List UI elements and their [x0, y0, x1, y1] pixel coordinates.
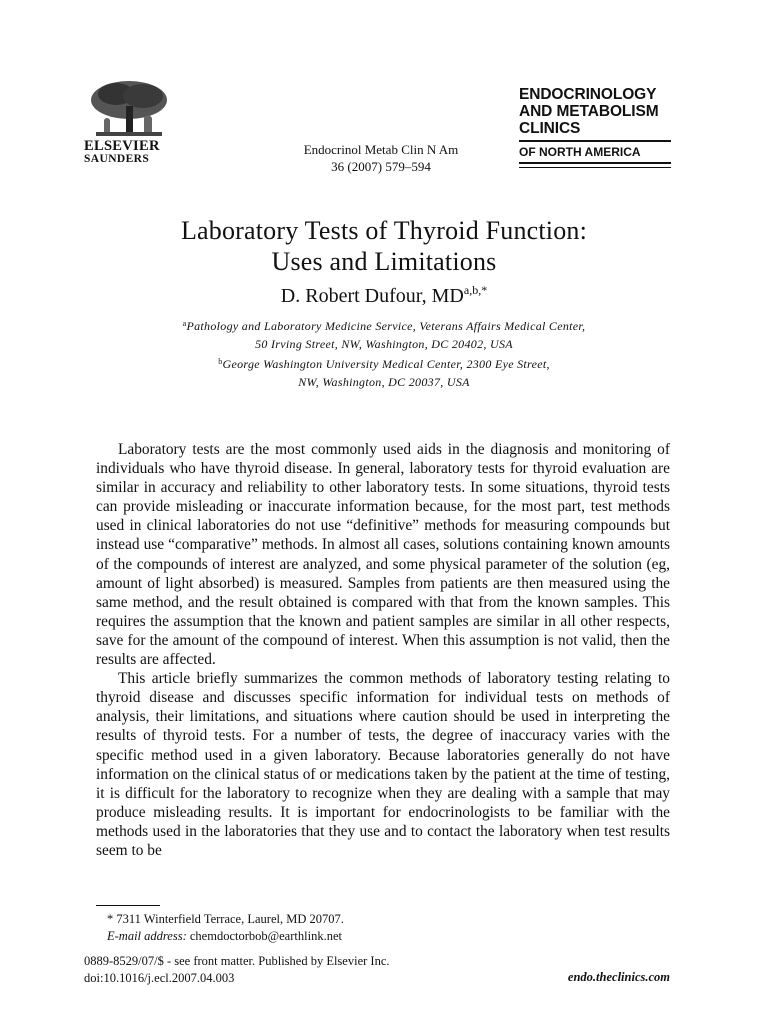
author-line — [0, 283, 768, 308]
publisher-logo — [84, 78, 176, 165]
footnote — [107, 911, 344, 945]
footer-issn: 0889-8529/07/$ - see front matter. Published by Elsevier Inc. — [84, 954, 390, 968]
body-paragraph-2: This article briefly summarizes the common methods of laboratory testing relating to thyroid disease and discusses specific information for individual tests on methods of analysis, their limitations, and situations where caution should be used in interpreting the results of thyroid tests. For a number of tests, the degree of inaccuracy varies with the specific method used in a given laboratory. Because laboratories generally do not have information on the clinical status of or medications taken by the patient at the time of testing, it is difficult for the laboratory to recognize when they are dealing with a sample that may produce misleading results. It is important for endocrinologists to be familiar with the methods used in the laboratories that they use and to contact the laboratory when test results seem to be — [96, 670, 670, 859]
journal-logo-subtitle: OF NORTH AMERICA — [519, 140, 671, 164]
journal-logo-line-2: AND METABOLISM — [519, 103, 659, 120]
author-name: D. Robert Dufour, MD — [280, 285, 464, 307]
footer-site[interactable]: endo.theclinics.com — [567, 970, 670, 984]
body-paragraph-1: Laboratory tests are the most commonly used aids in the diagnosis and monitoring of individuals who have thyroid disease. In general, laboratory tests for thyroid evaluation are similar in accuracy and reliability to other laboratory tests. In some situations, thyroid tests can provide misleading or inaccurate information because, for the most part, test methods used in clinical laboratories do not use “definitive” methods for measuring compounds but instead use “comparative” methods. In almost all cases, solutions containing known amounts of the compounds of interest are analyzed, and some physical parameter of the solution (eg, amount of light absorbed) is measured. Samples from patients are then measured using the same method, and the result obtained is compared with that from the known samples. This requires the assumption that the known and patient samples are similar in all other respects, save for the amount of the compound of interest. When this assumption is not valid, then the results are affected. — [96, 441, 670, 669]
article-title — [60, 215, 708, 277]
article-body — [96, 440, 670, 860]
elsevier-tree-icon — [86, 78, 172, 138]
affiliations — [100, 315, 668, 391]
citation-journal: Endocrinol Metab Clin N Am — [303, 142, 459, 157]
affil-b-line-2: NW, Washington, DC 20037, USA — [298, 374, 470, 389]
footnote-address: * 7311 Winterfield Terrace, Laurel, MD 20707. — [107, 912, 344, 926]
journal-logo-rule — [519, 167, 671, 168]
affil-a-line-1: Pathology and Laboratory Medicine Service, Veterans Affairs Medical Center, — [186, 319, 586, 333]
affil-b-line-1: George Washington University Medical Center, 2300 Eye Street, — [222, 357, 550, 371]
journal-logo — [519, 86, 671, 168]
footer-doi[interactable]: doi:10.1016/j.ecl.2007.04.003 — [84, 971, 235, 985]
journal-citation — [276, 141, 486, 175]
title-line-2: Uses and Limitations — [271, 247, 497, 276]
footnote-email[interactable]: chemdoctorbob@earthlink.net — [189, 929, 342, 943]
affil-a-mark: a — [182, 319, 187, 328]
author-marks: a,b,* — [463, 283, 488, 297]
publisher-imprint: SAUNDERS — [84, 153, 150, 165]
page-footer — [84, 953, 390, 987]
footnote-email-label: E-mail address: — [107, 929, 187, 943]
title-line-1: Laboratory Tests of Thyroid Function: — [180, 216, 588, 245]
affil-b-mark: b — [218, 357, 223, 366]
citation-volume: 36 (2007) 579–594 — [331, 159, 431, 174]
affil-a-line-2: 50 Irving Street, NW, Washington, DC 20402, USA — [255, 336, 513, 351]
journal-logo-line-3: CLINICS — [519, 120, 581, 137]
publisher-brand: ELSEVIER — [84, 138, 160, 154]
journal-logo-line-1: ENDOCRINOLOGY — [519, 86, 657, 103]
footnote-rule — [96, 905, 160, 906]
